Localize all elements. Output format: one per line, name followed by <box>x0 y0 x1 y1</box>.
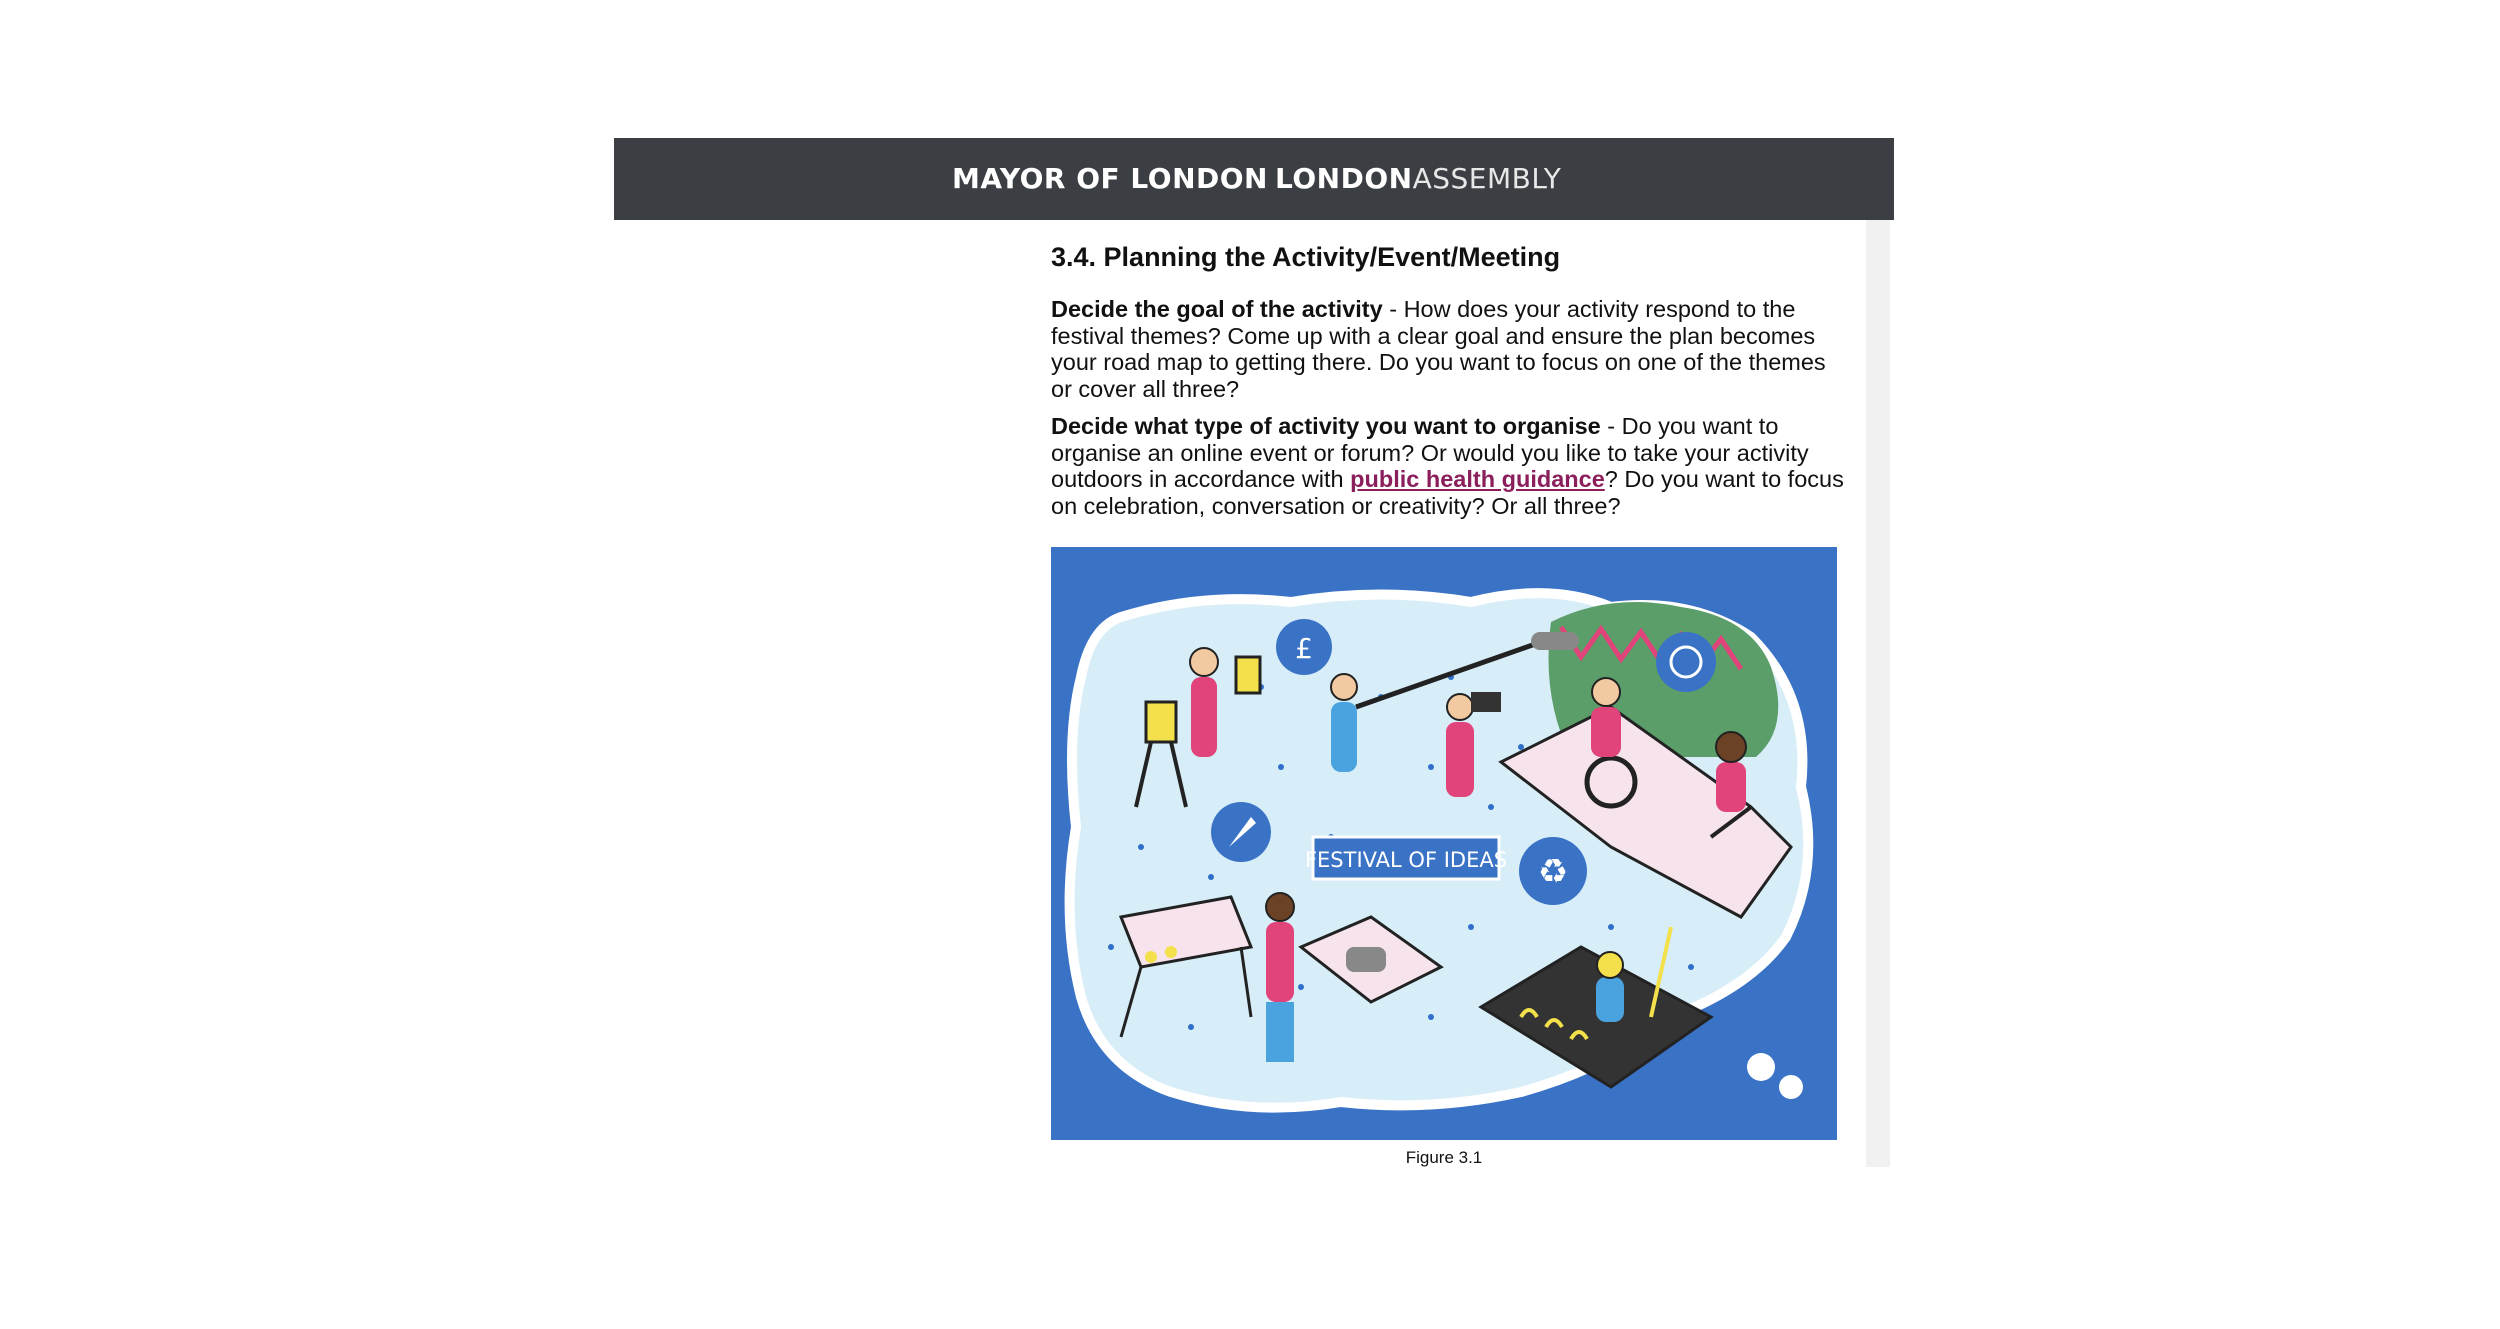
document-page <box>614 220 1894 1167</box>
scrollbar[interactable] <box>1866 220 1890 1167</box>
paragraph-activity-text-2: ? Do you want to focus on celebration, conversation or creativity? Or all three? <box>1051 466 1844 519</box>
cloud-puff-small <box>1779 1075 1803 1099</box>
illustration-svg <box>1051 547 1837 1140</box>
figure-caption: Figure 3.1 <box>1405 1148 1483 1167</box>
festival-banner-text: FESTIVAL OF IDEAS <box>1304 848 1508 872</box>
paragraph-activity-text-1: - Do you want to organise an online event or forum? Or would you like to take your activity outdoors in accordance with <box>1051 413 1809 492</box>
globe-bubble <box>1656 632 1716 692</box>
paragraph-goal-lead: Decide the goal of the activity <box>1051 296 1383 322</box>
pound-icon: £ <box>1295 632 1313 665</box>
paragraph-activity-type <box>1051 413 1851 519</box>
assembly-logo-light: ASSEMBLY <box>1412 162 1562 195</box>
mayor-of-london-logo[interactable]: MAYOR OF LONDON <box>952 162 1268 195</box>
site-header <box>614 138 1894 220</box>
london-assembly-logo[interactable] <box>1275 138 1561 220</box>
recycle-icon: ♻ <box>1537 852 1569 892</box>
public-health-guidance-link[interactable]: public health guidance <box>1350 466 1605 492</box>
assembly-logo-bold: LONDON <box>1275 162 1413 195</box>
paragraph-activity-lead: Decide what type of activity you want to organise <box>1051 413 1601 439</box>
paragraph-goal <box>1051 296 1851 402</box>
section-heading: 3.4. Planning the Activity/Event/Meeting <box>1051 242 1561 272</box>
table-object <box>1346 947 1386 972</box>
festival-illustration <box>1051 547 1837 1140</box>
cloud-puff <box>1747 1053 1775 1081</box>
paragraph-goal-text: - How does your activity respond to the festival themes? Come up with a clear goal and ensure the plan becomes your road map to getting there. Do you want to focus on one of the themes or cover all three? <box>1051 296 1826 402</box>
